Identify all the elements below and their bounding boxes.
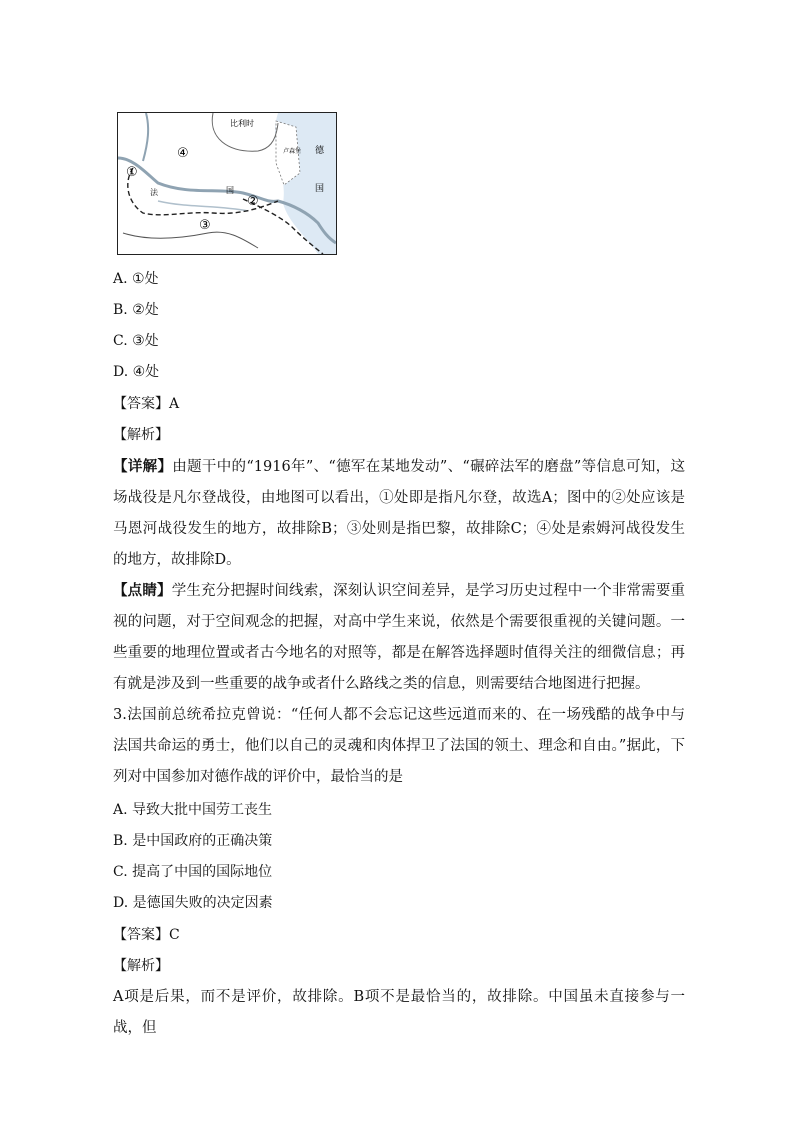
- label-germany-1: 德: [315, 146, 325, 156]
- q2-option-b: B. ②处: [113, 302, 159, 318]
- q3-analysis-text: A项是后果，而不是评价，故排除。B项不是最恰当的，故排除。中国虽未直接参与一战，但: [113, 989, 685, 1036]
- detail-text: 由题干中的“1916年”、“德军在某地发动”、“碾碎法军的磨盘”等信息可知，这场战役是凡尔登战役，由地图可以看出，①处即是指凡尔登，故选A；图中的②处应该是马恩河战役发生的地方，故排除B；③处则是指巴黎，故排除C；④处是索姆河战役发生的地方，故排除D。: [113, 459, 685, 568]
- q3-option-d: D. 是德国失败的决定因素: [113, 895, 273, 911]
- marker-2: ②: [247, 194, 259, 209]
- q3-stem: 3.法国前总统希拉克曾说：“任何人都不会忘记这些远道而来的、在一场残酷的战争中与法国共命运的勇士，他们以自己的灵魂和肉体捍卫了法国的领土、理念和自由。”据此，下列对中国参加对德作战的评价中，最恰当的是: [113, 707, 685, 785]
- q3-answer: 【答案】C: [113, 927, 180, 943]
- label-france-1: 法: [150, 188, 158, 197]
- marker-3: ③: [199, 218, 211, 233]
- marker-4: ④: [177, 146, 189, 161]
- label-luxembourg: 卢森堡: [283, 148, 302, 155]
- q3-analysis-heading: 【解析】: [113, 958, 169, 974]
- tip-text: 学生充分把握时间线索，深刻认识空间差异，是学习历史过程中一个非常需要重视的问题，对于空间观念的把握，对高中学生来说，依然是个需要很重视的关键问题。一些重要的地理位置或者古今地名的对照等，都是在解答选择题时值得关注的细微信息；再有就是涉及到一些重要的战争或者什么路线之类的信息，则需要结合地图进行把握。: [113, 583, 686, 692]
- battle-map: [117, 112, 337, 255]
- detail-tag: 【详解】: [113, 458, 173, 475]
- q2-analysis-heading: 【解析】: [113, 427, 169, 443]
- label-france-2: 国: [226, 186, 234, 195]
- map-drawing: [118, 113, 336, 254]
- tip-tag: 【点睛】: [113, 582, 172, 599]
- marker-1: ①: [126, 165, 138, 180]
- label-belgium: 比利时: [230, 119, 254, 128]
- q2-tip-paragraph: [113, 575, 685, 700]
- q3-option-b: B. 是中国政府的正确决策: [113, 833, 273, 849]
- q3-option-a: A. 导致大批中国劳工丧生: [113, 802, 273, 818]
- q2-option-c: C. ③处: [113, 333, 159, 349]
- q2-option-a: A. ①处: [113, 271, 159, 287]
- q3-option-c: C. 提高了中国的国际地位: [113, 864, 273, 880]
- q2-detail-paragraph: [113, 451, 685, 576]
- q2-option-d: D. ④处: [113, 364, 160, 380]
- label-germany-2: 国: [315, 184, 325, 194]
- q2-answer: 【答案】A: [113, 396, 180, 412]
